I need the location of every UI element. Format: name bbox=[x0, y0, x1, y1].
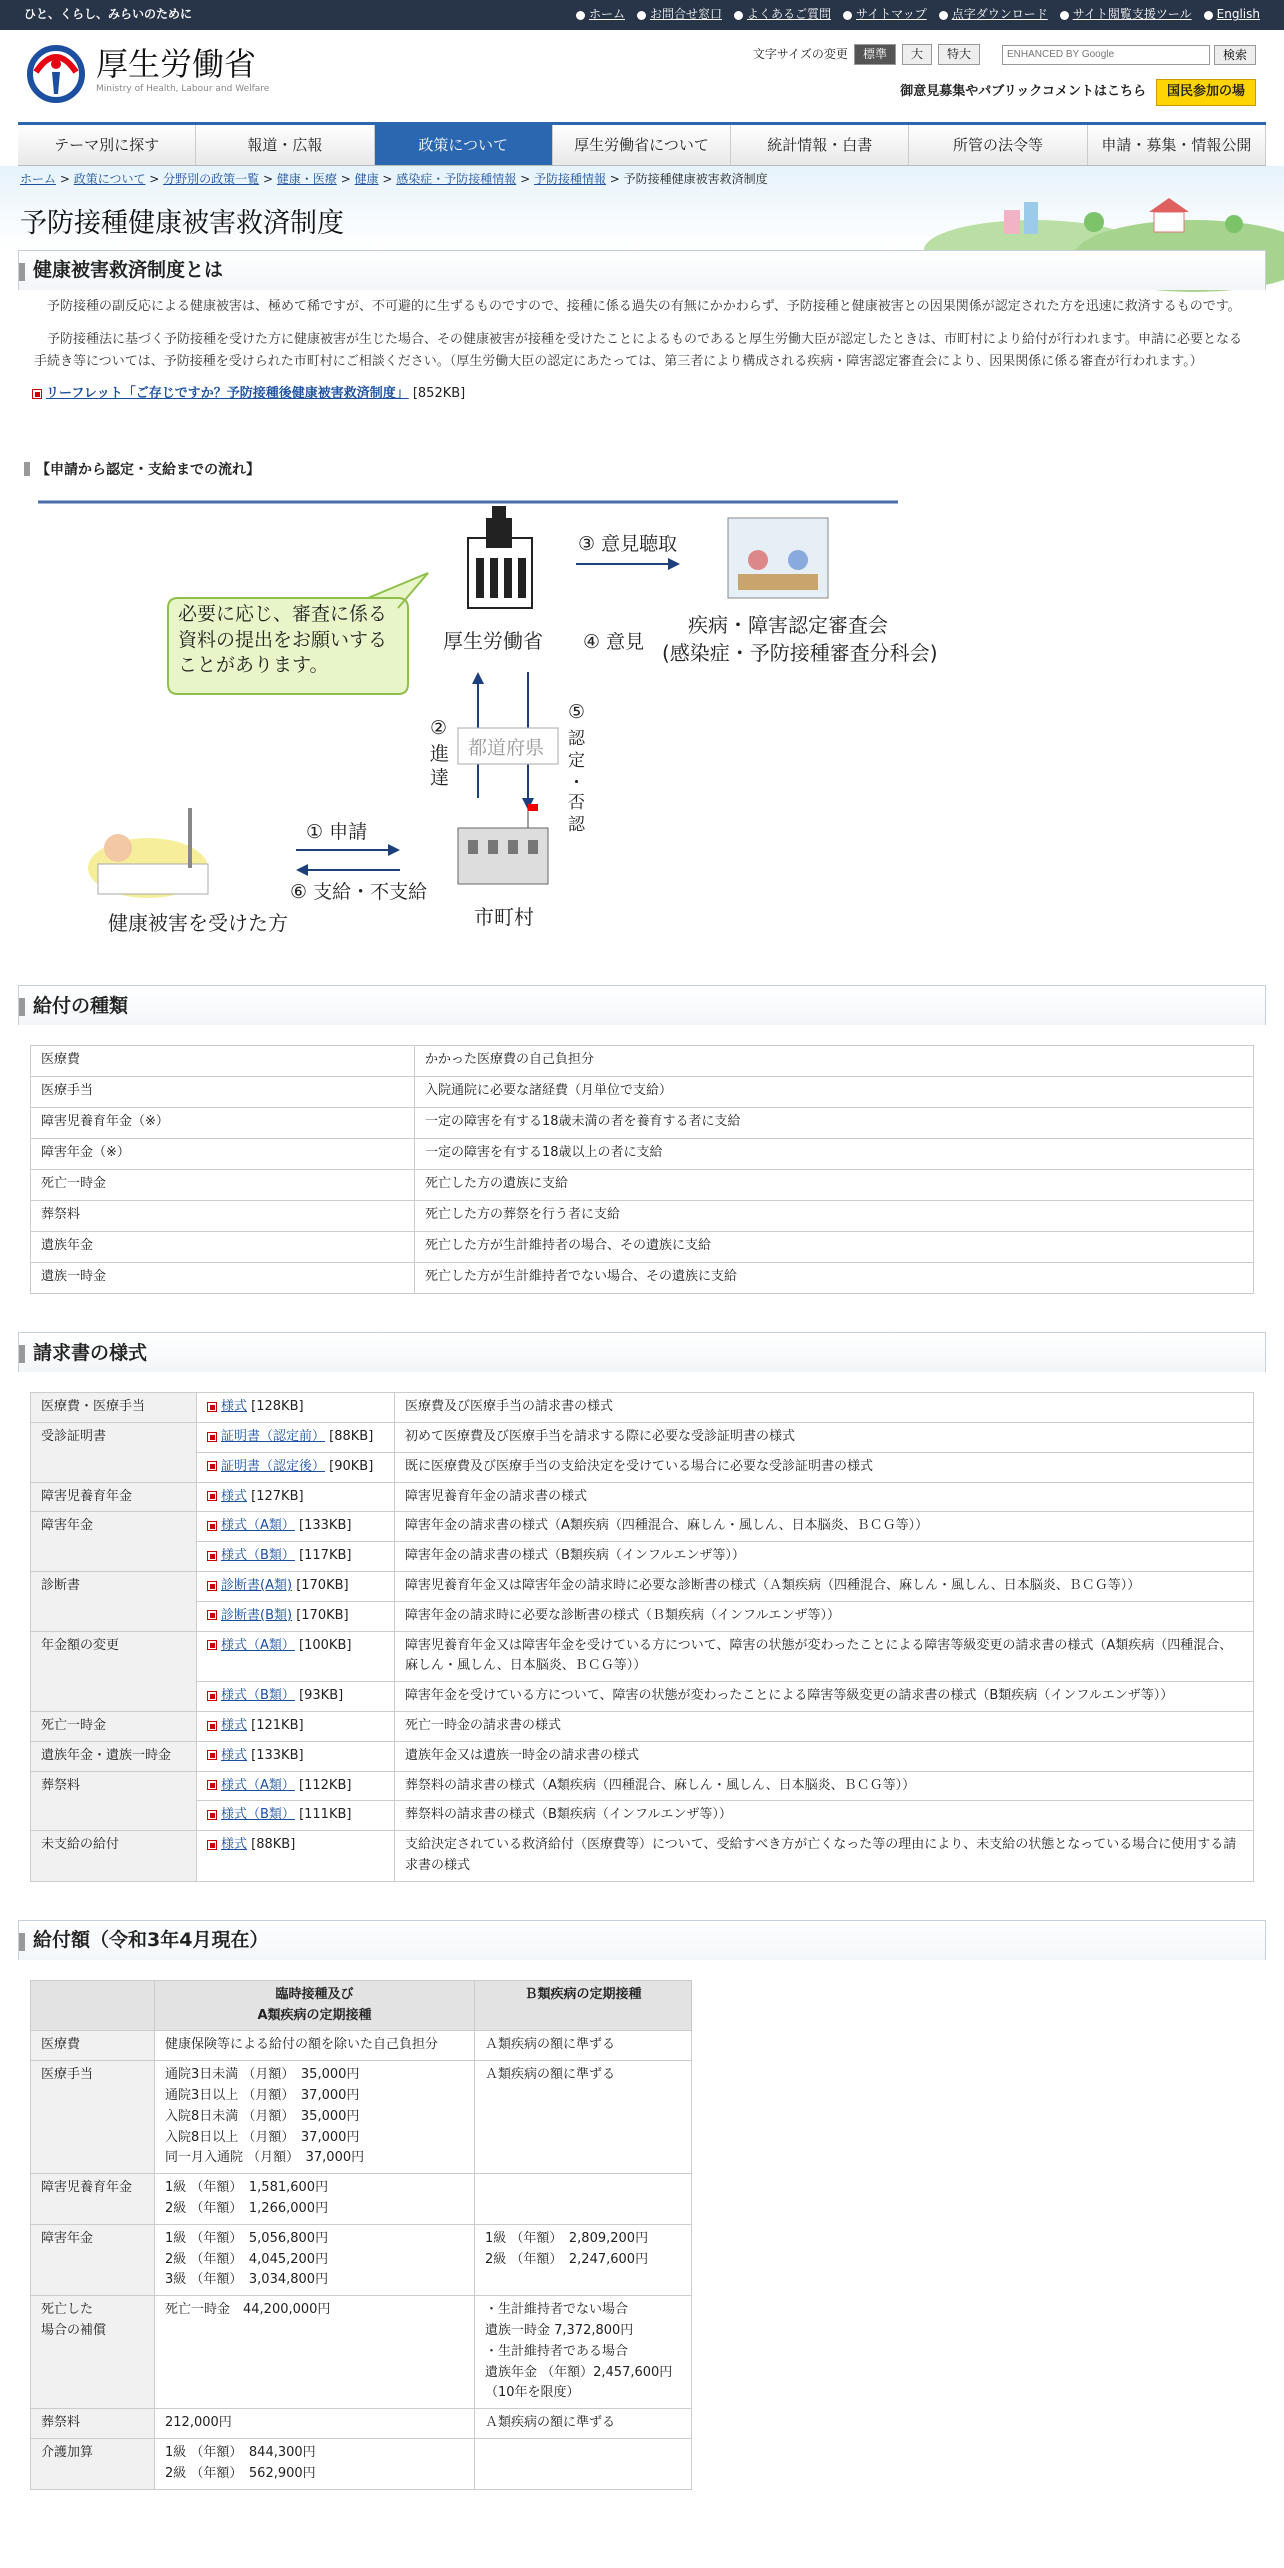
form-description: 死亡一時金の請求書の様式 bbox=[395, 1712, 1254, 1742]
pdf-icon bbox=[207, 1491, 217, 1501]
font-size-label: 文字サイズの変更 bbox=[752, 47, 848, 61]
pdf-icon bbox=[207, 1691, 217, 1701]
form-download-cell bbox=[197, 1423, 395, 1453]
amount-a-type: 1級 （年額） 844,300円 2級 （年額） 562,900円 bbox=[155, 2438, 475, 2489]
flow-heading: 【申請から認定・支給までの流れ】 bbox=[24, 459, 1266, 481]
committee-label-1: 疾病・障害認定審査会 bbox=[688, 612, 888, 637]
form-download-cell bbox=[197, 1741, 395, 1771]
search-input[interactable] bbox=[1002, 45, 1210, 65]
form-download-link[interactable]: 様式（A類） bbox=[221, 1518, 295, 1534]
amount-category: 医療費 bbox=[31, 2031, 155, 2061]
form-category: 受診証明書 bbox=[31, 1423, 197, 1483]
benefit-name: 死亡一時金 bbox=[31, 1170, 415, 1201]
form-description: 障害児養育年金又は障害年金を受けている方について、障害の状態が変わったことによる障害等級変更の請求書の様式（A類疾病（四種混合、麻しん・風しん、日本脳炎、ＢＣＧ等）） bbox=[395, 1631, 1254, 1682]
amount-category: 障害児養育年金 bbox=[31, 2174, 155, 2225]
table-row bbox=[31, 2409, 692, 2439]
public-participation-button[interactable]: 国民参加の場 bbox=[1156, 79, 1256, 106]
file-size: [128KB] bbox=[251, 1399, 304, 1415]
table-row bbox=[31, 2438, 692, 2489]
table-row bbox=[31, 1831, 1254, 1882]
intro-section bbox=[18, 250, 1266, 955]
table-row bbox=[31, 1771, 1254, 1801]
table-row bbox=[31, 1108, 1254, 1139]
prefecture-label: 都道府県 bbox=[468, 736, 545, 759]
committee-label-2: (感染症・予防接種審査分科会) bbox=[662, 640, 938, 665]
file-size: [133KB] bbox=[251, 1747, 304, 1763]
table-row bbox=[31, 1139, 1254, 1170]
bullet-icon bbox=[637, 11, 646, 20]
page-title: 予防接種健康被害救済制度 bbox=[20, 208, 344, 239]
braille-link[interactable]: 点字ダウンロード bbox=[939, 5, 1048, 24]
pdf-icon bbox=[207, 1640, 217, 1650]
table-row bbox=[31, 1741, 1254, 1771]
step2-label: ② bbox=[430, 716, 448, 739]
form-download-cell bbox=[197, 1682, 395, 1712]
breadcrumb: ホーム > 政策について > 分野別の政策一覧 > 健康・医療 > 健康 > 感染症・予防接種情報 > 予防接種情報 > 予防接種健康被害救済制度 bbox=[20, 172, 768, 186]
form-download-cell bbox=[197, 1601, 395, 1631]
form-description: 障害児養育年金の請求書の様式 bbox=[395, 1482, 1254, 1512]
table-row bbox=[31, 1712, 1254, 1742]
amount-category: 葬祭料 bbox=[31, 2409, 155, 2439]
pdf-icon bbox=[207, 1721, 217, 1731]
amount-a-type: 健康保険等による給付の額を除いた自己負担分 bbox=[155, 2031, 475, 2061]
amount-a-type: 212,000円 bbox=[155, 2409, 475, 2439]
amount-b-type: ・生計維持者でない場合 遺族一時金 7,372,800円 ・生計維持者である場合 遺族年金 （年額）2,457,600円 （10年を限度） bbox=[475, 2296, 692, 2409]
intro-paragraph-1: 予防接種の副反応による健康被害は、極めて稀ですが、不可避的に生ずるものですので、接種に係る過失の有無にかかわらず、予防接種と健康被害との因果関係が認定された方を迅速に救済するものです。 bbox=[47, 299, 1241, 314]
utility-links bbox=[576, 5, 1260, 24]
form-description: 葬祭料の請求書の様式（A類疾病（四種混合、麻しん・風しん、日本脳炎、ＢＣＧ等）） bbox=[395, 1771, 1254, 1801]
table-row bbox=[31, 1263, 1254, 1294]
breadcrumb-health-medical[interactable]: 健康・医療 bbox=[276, 172, 337, 186]
step1-label: ① 申請 bbox=[306, 820, 368, 843]
contact-link[interactable]: お問合せ窓口 bbox=[637, 5, 722, 24]
pdf-icon bbox=[207, 1581, 217, 1591]
file-size: [90KB] bbox=[329, 1458, 374, 1474]
form-download-cell bbox=[197, 1512, 395, 1542]
form-category: 診断書 bbox=[31, 1572, 197, 1632]
pdf-icon bbox=[207, 1840, 217, 1850]
breadcrumb-vaccination[interactable]: 予防接種情報 bbox=[533, 172, 606, 186]
svg-text:否: 否 bbox=[568, 792, 585, 813]
form-download-cell bbox=[197, 1482, 395, 1512]
amount-a-type: 死亡一時金 44,200,000円 bbox=[155, 2296, 475, 2409]
table-header-row bbox=[31, 1980, 692, 2031]
site-logo[interactable] bbox=[26, 42, 269, 102]
header-blank bbox=[31, 1980, 155, 2031]
benefit-name: 遺族年金 bbox=[31, 1232, 415, 1263]
mhlw-label: 厚生労働省 bbox=[443, 628, 543, 653]
form-description: 障害年金の請求時に必要な診断書の様式（Ｂ類疾病（インフルエンザ等）） bbox=[395, 1601, 1254, 1631]
benefit-types-heading: 給付の種類 bbox=[18, 985, 1266, 1025]
file-size: [127KB] bbox=[251, 1488, 304, 1504]
amount-a-type: 1級 （年額） 5,056,800円 2級 （年額） 4,045,200円 3級 （年額） 3,034,800円 bbox=[155, 2224, 475, 2295]
file-size: [100KB] bbox=[299, 1637, 352, 1653]
intro-paragraph-2: 予防接種法に基づく予防接種を受けた方に健康被害が生じた場合、その健康被害が接種を受けたことによるものであると厚生労働大臣が認定したときは、市町村により給付が行われます。申請に必要となる手続き等については、予防接種を受けられた市町村にご相談ください。（厚生労働大臣の認定にあたっては、第三者により構成される疾病・障害認定審査会により、因果関係に係る審査が行われます。） bbox=[34, 332, 1242, 369]
amount-b-type: Ａ類疾病の額に準ずる bbox=[475, 2409, 692, 2439]
breadcrumb-current: 予防接種健康被害救済制度 bbox=[623, 172, 768, 186]
file-size: [93KB] bbox=[299, 1688, 344, 1704]
bullet-icon bbox=[734, 11, 743, 20]
benefit-description: 死亡した方の遺族に支給 bbox=[415, 1170, 1254, 1201]
file-size: [170KB] bbox=[296, 1578, 349, 1594]
amount-b-type: Ａ類疾病の額に準ずる bbox=[475, 2061, 692, 2174]
pdf-icon bbox=[207, 1432, 217, 1442]
pdf-icon bbox=[207, 1610, 217, 1620]
bullet-icon bbox=[843, 11, 852, 20]
form-category: 遺族年金・遺族一時金 bbox=[31, 1741, 197, 1771]
table-row bbox=[31, 1801, 1254, 1831]
pdf-icon bbox=[207, 1780, 217, 1790]
font-size-large-button[interactable]: 大 bbox=[902, 44, 932, 65]
bullet-icon bbox=[1204, 11, 1213, 20]
forms-section bbox=[18, 1332, 1266, 1882]
file-size: [121KB] bbox=[251, 1718, 304, 1734]
form-category: 年金額の変更 bbox=[31, 1631, 197, 1711]
table-row bbox=[31, 2224, 692, 2295]
form-download-cell bbox=[197, 1831, 395, 1882]
header-b-type: Ｂ類疾病の定期接種 bbox=[475, 1980, 692, 2031]
font-size-xlarge-button[interactable]: 特大 bbox=[938, 44, 980, 65]
form-category: 障害年金 bbox=[31, 1512, 197, 1572]
table-row bbox=[31, 1423, 1254, 1453]
form-category: 障害児養育年金 bbox=[31, 1482, 197, 1512]
bullet-icon bbox=[1060, 11, 1069, 20]
top-bar bbox=[0, 0, 1284, 30]
amount-category: 医療手当 bbox=[31, 2061, 155, 2174]
global-nav bbox=[18, 122, 1266, 166]
file-size: [111KB] bbox=[299, 1807, 352, 1823]
benefit-name: 医療手当 bbox=[31, 1077, 415, 1108]
amount-category: 介護加算 bbox=[31, 2438, 155, 2489]
table-row bbox=[31, 1601, 1254, 1631]
home-link[interactable]: ホーム bbox=[576, 5, 625, 24]
form-description: 障害児養育年金又は障害年金の請求時に必要な診断書の様式（Ａ類疾病（四種混合、麻しん・風しん、日本脳炎、ＢＣＧ等）） bbox=[395, 1572, 1254, 1602]
file-size: [170KB] bbox=[296, 1607, 349, 1623]
pdf-icon bbox=[207, 1461, 217, 1471]
table-row bbox=[31, 1542, 1254, 1572]
table-row bbox=[31, 1452, 1254, 1482]
bullet-icon bbox=[939, 11, 948, 20]
pdf-icon bbox=[207, 1551, 217, 1561]
flow-diagram bbox=[38, 498, 938, 948]
forms-table bbox=[30, 1392, 1254, 1882]
nav-press[interactable]: 報道・広報 bbox=[196, 125, 374, 165]
amount-category: 障害年金 bbox=[31, 2224, 155, 2295]
public-comment-link[interactable]: 御意見募集やパブリックコメントはこちら bbox=[900, 84, 1146, 100]
form-category: 葬祭料 bbox=[31, 1771, 197, 1831]
breadcrumb-policy[interactable]: 政策について bbox=[73, 172, 146, 186]
benefit-name: 障害児養育年金（※） bbox=[31, 1108, 415, 1139]
benefit-name: 医療費 bbox=[31, 1046, 415, 1077]
mhlw-logo-icon bbox=[26, 42, 86, 102]
table-row bbox=[31, 2031, 692, 2061]
bubble-text: 必要に応じ、審査に係る資料の提出をお願いすることがあります。 bbox=[178, 602, 388, 676]
file-size: [112KB] bbox=[299, 1777, 352, 1793]
amount-a-type: 1級 （年額） 1,581,600円 2級 （年額） 1,266,000円 bbox=[155, 2174, 475, 2225]
svg-text:達: 達 bbox=[430, 766, 450, 789]
step6-label: ⑥ 支給・不支給 bbox=[290, 880, 428, 903]
search-button[interactable]: 検索 bbox=[1214, 45, 1256, 65]
table-row bbox=[31, 1512, 1254, 1542]
form-download-cell bbox=[197, 1771, 395, 1801]
benefit-types-section bbox=[18, 985, 1266, 1294]
benefit-description: かかった医療費の自己負担分 bbox=[415, 1046, 1254, 1077]
breadcrumb-policy-list[interactable]: 分野別の政策一覧 bbox=[163, 172, 260, 186]
form-download-link[interactable]: 様式 bbox=[221, 1718, 248, 1734]
amount-b-type: Ａ類疾病の額に準ずる bbox=[475, 2031, 692, 2061]
table-row bbox=[31, 1077, 1254, 1108]
form-description: 遺族年金又は遺族一時金の請求書の様式 bbox=[395, 1741, 1254, 1771]
tagline: ひと、くらし、みらいのために bbox=[24, 7, 193, 22]
form-download-link[interactable]: 様式 bbox=[221, 1747, 248, 1763]
svg-text:定: 定 bbox=[568, 750, 585, 771]
nav-statistics[interactable]: 統計情報・白書 bbox=[731, 125, 909, 165]
amounts-section bbox=[18, 1920, 1266, 2490]
form-category: 死亡一時金 bbox=[31, 1712, 197, 1742]
form-category: 未支給の給付 bbox=[31, 1831, 197, 1882]
benefit-description: 死亡した方が生計維持者の場合、その遺族に支給 bbox=[415, 1232, 1254, 1263]
breadcrumb-home[interactable]: ホーム bbox=[20, 172, 57, 186]
svg-text:認: 認 bbox=[568, 728, 585, 749]
form-description: 支給決定されている救済給付（医療費等）について、受給すべき方が亡くなった等の理由により、未支給の状態となっている場合に使用する請求書の様式 bbox=[395, 1831, 1254, 1882]
table-row bbox=[31, 1631, 1254, 1682]
breadcrumb-health[interactable]: 健康 bbox=[354, 172, 379, 186]
step3-label: ③ 意見聴取 bbox=[578, 532, 678, 555]
amount-b-type: 1級 （年額） 2,809,200円 2級 （年額） 2,247,600円 bbox=[475, 2224, 692, 2295]
form-description: 葬祭料の請求書の様式（B類疾病（インフルエンザ等）） bbox=[395, 1801, 1254, 1831]
amounts-heading: 給付額（令和3年4月現在） bbox=[18, 1920, 1266, 1960]
file-size: [133KB] bbox=[299, 1518, 352, 1534]
title-area bbox=[0, 166, 1284, 250]
file-size: [88KB] bbox=[251, 1837, 296, 1853]
form-download-link[interactable]: 診断書(B類) bbox=[221, 1607, 293, 1623]
city-label: 市町村 bbox=[474, 904, 534, 929]
benefit-name: 遺族一時金 bbox=[31, 1263, 415, 1294]
intro-heading: 健康被害救済制度とは bbox=[18, 250, 1266, 290]
pdf-icon bbox=[32, 389, 42, 399]
nav-theme[interactable]: テーマ別に探す bbox=[18, 125, 196, 165]
step5-label: ⑤ bbox=[568, 700, 586, 723]
form-download-link[interactable]: 診断書(A類) bbox=[221, 1578, 293, 1594]
pdf-icon bbox=[207, 1521, 217, 1531]
pdf-icon bbox=[207, 1810, 217, 1820]
table-row bbox=[31, 1046, 1254, 1077]
pdf-icon bbox=[207, 1750, 217, 1760]
svg-text:・: ・ bbox=[568, 772, 585, 793]
committee-icon bbox=[728, 518, 828, 598]
pdf-icon bbox=[207, 1402, 217, 1412]
sitemap-link[interactable]: サイトマップ bbox=[843, 5, 927, 24]
nav-about[interactable]: 厚生労働省について bbox=[553, 125, 731, 165]
form-download-cell bbox=[197, 1801, 395, 1831]
form-download-link[interactable]: 証明書（認定後） bbox=[221, 1458, 326, 1474]
logo-title: 厚生労働省 bbox=[96, 45, 257, 84]
header-a-type: 臨時接種及び A類疾病の定期接種 bbox=[155, 1980, 475, 2031]
form-description: 医療費及び医療手当の請求書の様式 bbox=[395, 1393, 1254, 1423]
form-download-cell bbox=[197, 1452, 395, 1482]
form-download-cell bbox=[197, 1712, 395, 1742]
table-row bbox=[31, 1170, 1254, 1201]
benefit-description: 死亡した方が生計維持者でない場合、その遺族に支給 bbox=[415, 1263, 1254, 1294]
breadcrumb-infection[interactable]: 感染症・予防接種情報 bbox=[396, 172, 517, 186]
form-description: 初めて医療費及び医療手当を請求する際に必要な受診証明書の様式 bbox=[395, 1423, 1254, 1453]
font-size-control bbox=[753, 44, 1256, 65]
leaflet-size: [852KB] bbox=[412, 386, 466, 402]
nav-laws[interactable]: 所管の法令等 bbox=[909, 125, 1087, 165]
svg-text:認: 認 bbox=[568, 814, 585, 835]
form-category: 医療費・医療手当 bbox=[31, 1393, 197, 1423]
table-row bbox=[31, 1232, 1254, 1263]
form-description: 障害年金の請求書の様式（B類疾病（インフルエンザ等）） bbox=[395, 1542, 1254, 1572]
town-illustration bbox=[944, 166, 1264, 250]
nav-policy[interactable]: 政策について bbox=[375, 125, 553, 165]
amount-a-type: 通院3日未満 （月額） 35,000円 通院3日以上 （月額） 37,000円 入院8日未満 （月額） 35,000円 入院8日以上 （月額） 37,000円 同一月入通院 （月額） 37,000円 bbox=[155, 2061, 475, 2174]
form-download-cell bbox=[197, 1393, 395, 1423]
file-size: [88KB] bbox=[329, 1429, 374, 1445]
english-link[interactable]: English bbox=[1204, 5, 1260, 24]
table-row bbox=[31, 2061, 692, 2174]
benefit-name: 障害年金（※） bbox=[31, 1139, 415, 1170]
table-row bbox=[31, 2296, 692, 2409]
form-download-link[interactable]: 様式（B類） bbox=[221, 1688, 295, 1704]
form-download-link[interactable]: 証明書（認定前） bbox=[221, 1429, 326, 1445]
table-row bbox=[31, 1393, 1254, 1423]
benefit-description: 死亡した方の葬祭を行う者に支給 bbox=[415, 1201, 1254, 1232]
benefit-description: 一定の障害を有する18歳以上の者に支給 bbox=[415, 1139, 1254, 1170]
leaflet-link[interactable]: リーフレット「ご存じですか？予防接種後健康被害救済制度」 bbox=[46, 386, 409, 402]
table-row bbox=[31, 1572, 1254, 1602]
form-description: 障害年金を受けている方について、障害の状態が変わったことによる障害等級変更の請求書の様式（B類疾病（インフルエンザ等）） bbox=[395, 1682, 1254, 1712]
benefit-name: 葬祭料 bbox=[31, 1201, 415, 1232]
form-description: 既に医療費及び医療手当の支給決定を受けている場合に必要な受診証明書の様式 bbox=[395, 1452, 1254, 1482]
benefit-description: 一定の障害を有する18歳未満の者を養育する者に支給 bbox=[415, 1108, 1254, 1139]
amount-b-type bbox=[475, 2174, 692, 2225]
home-icon bbox=[576, 11, 585, 20]
nav-applications[interactable]: 申請・募集・情報公開 bbox=[1088, 125, 1266, 165]
form-download-cell bbox=[197, 1572, 395, 1602]
form-download-link[interactable]: 様式 bbox=[221, 1488, 248, 1504]
amount-category: 死亡した 場合の補償 bbox=[31, 2296, 155, 2409]
table-row bbox=[31, 2174, 692, 2225]
form-download-link[interactable]: 様式（B類） bbox=[221, 1548, 295, 1564]
patient-label: 健康被害を受けた方 bbox=[108, 910, 288, 935]
form-download-link[interactable]: 様式 bbox=[221, 1837, 248, 1853]
step4-label: ④ 意見 bbox=[583, 630, 645, 653]
form-download-link[interactable]: 様式（A類） bbox=[221, 1637, 295, 1653]
amounts-table bbox=[30, 1980, 692, 2490]
logo-subtitle: Ministry of Health, Labour and Welfare bbox=[96, 84, 270, 95]
benefit-description: 入院通院に必要な諸経費（月単位で支給） bbox=[415, 1077, 1254, 1108]
form-download-link[interactable]: 様式（B類） bbox=[221, 1807, 295, 1823]
form-download-cell bbox=[197, 1631, 395, 1682]
faq-link[interactable]: よくあるご質問 bbox=[734, 5, 831, 24]
form-description: 障害年金の請求書の様式（A類疾病（四種混合、麻しん・風しん、日本脳炎、ＢＣＧ等）） bbox=[395, 1512, 1254, 1542]
table-row bbox=[31, 1482, 1254, 1512]
leaflet-row bbox=[18, 378, 1266, 411]
file-size: [117KB] bbox=[299, 1548, 352, 1564]
form-download-link[interactable]: 様式（A類） bbox=[221, 1777, 295, 1793]
accessibility-link[interactable]: サイト閲覧支援ツール bbox=[1060, 5, 1192, 24]
site-header bbox=[0, 30, 1284, 122]
benefit-types-table bbox=[30, 1045, 1254, 1294]
table-row bbox=[31, 1682, 1254, 1712]
forms-heading: 請求書の様式 bbox=[18, 1332, 1266, 1372]
table-row bbox=[31, 1201, 1254, 1232]
font-size-standard-button[interactable]: 標準 bbox=[854, 44, 896, 65]
form-download-link[interactable]: 様式 bbox=[221, 1399, 248, 1415]
form-download-cell bbox=[197, 1542, 395, 1572]
amount-b-type bbox=[475, 2438, 692, 2489]
svg-text:進: 進 bbox=[430, 742, 450, 765]
